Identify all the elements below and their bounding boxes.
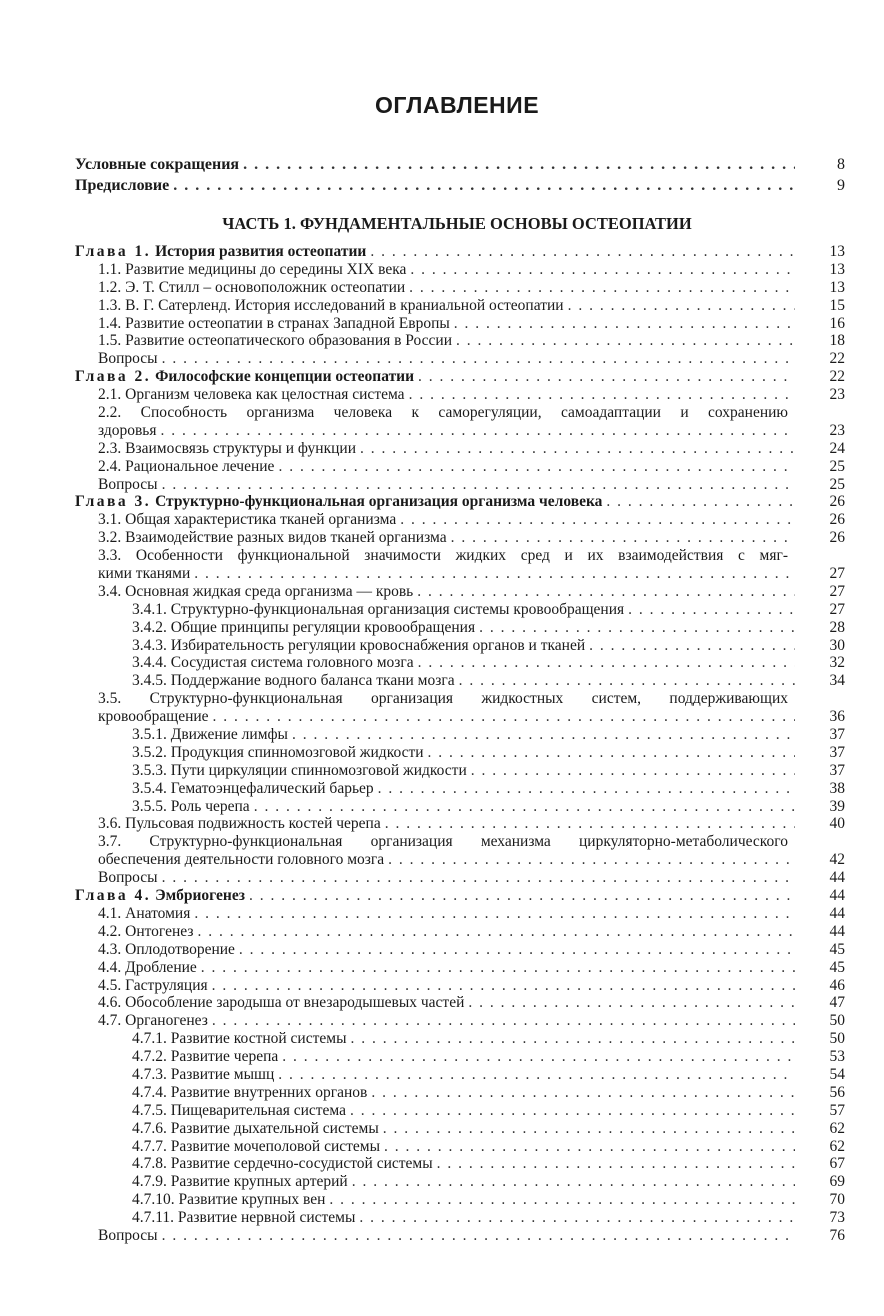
dot-leader bbox=[409, 279, 795, 297]
entry-label bbox=[98, 511, 396, 529]
page-number: 25 bbox=[829, 475, 845, 493]
page-number: 42 bbox=[829, 851, 845, 869]
entry-title: 3.4. Основная жидкая среда организма — кровь bbox=[98, 582, 414, 600]
entry-title: 3.5.2. Продукция спинномозговой жидкости bbox=[132, 743, 424, 761]
toc-entry[interactable] bbox=[75, 959, 845, 977]
page-number: 62 bbox=[829, 1137, 845, 1155]
toc-entry[interactable] bbox=[75, 1120, 845, 1138]
toc-entry[interactable] bbox=[75, 869, 845, 887]
entry-title: 3.5.1. Движение лимфы bbox=[132, 726, 288, 744]
entry-title: 4.2. Онтогенез bbox=[98, 922, 194, 940]
entry-label bbox=[132, 1191, 325, 1209]
page-number: 13 bbox=[829, 260, 845, 278]
toc-entry[interactable] bbox=[75, 1191, 845, 1209]
entry-label bbox=[98, 386, 405, 404]
dot-leader bbox=[437, 1155, 795, 1173]
dot-leader bbox=[471, 762, 795, 780]
entry-title: 3.4.4. Сосудистая система головного мозга bbox=[132, 654, 414, 672]
entry-label bbox=[132, 1138, 380, 1156]
dot-leader bbox=[243, 154, 795, 175]
entry-label bbox=[132, 726, 288, 744]
entry-title: кровообращение bbox=[98, 708, 209, 726]
dot-leader bbox=[173, 175, 795, 196]
toc-entry[interactable] bbox=[75, 458, 845, 476]
toc-entry[interactable] bbox=[75, 1012, 845, 1030]
entry-title: кими тканями bbox=[98, 565, 191, 583]
toc-entry[interactable] bbox=[75, 941, 845, 959]
page-number: 13 bbox=[829, 242, 845, 260]
dot-leader bbox=[418, 654, 795, 672]
page-number: 23 bbox=[829, 421, 845, 439]
toc-entry[interactable] bbox=[75, 780, 845, 798]
entry-label bbox=[98, 994, 464, 1012]
dot-leader bbox=[468, 994, 795, 1012]
entry-title: Структурно-функциональная организация организма человека bbox=[155, 493, 603, 511]
dot-leader bbox=[194, 905, 795, 923]
toc-entry[interactable] bbox=[75, 923, 845, 941]
entry-label: Предисловие bbox=[75, 177, 170, 194]
entry-title: 3.4.3. Избирательность регуляции кровоснабжения органов и тканей bbox=[132, 636, 586, 654]
toc-entry[interactable] bbox=[75, 1227, 845, 1245]
toc-entry[interactable] bbox=[75, 601, 845, 619]
entry-label bbox=[98, 941, 235, 959]
toc-entry[interactable] bbox=[75, 762, 845, 780]
chapter-number: Глава 3. bbox=[75, 493, 152, 511]
entry-label bbox=[98, 869, 158, 887]
page-number: 44 bbox=[829, 922, 845, 940]
entry-label bbox=[75, 887, 245, 905]
page-number: 27 bbox=[829, 582, 845, 600]
entry-label bbox=[98, 815, 381, 833]
entry-label bbox=[98, 851, 384, 869]
page-number: 46 bbox=[829, 976, 845, 994]
page-number: 25 bbox=[829, 457, 845, 475]
page-number: 13 bbox=[829, 278, 845, 296]
entry-title: 1.5. Развитие остеопатического образования в России bbox=[98, 332, 453, 350]
dot-leader bbox=[292, 726, 795, 744]
toc-entry[interactable] bbox=[75, 816, 845, 834]
entry-label bbox=[98, 279, 405, 297]
entry-title: 4.5. Гаструляция bbox=[98, 976, 208, 994]
toc-entry[interactable] bbox=[75, 1084, 845, 1102]
entry-title: 4.7.9. Развитие крупных артерий bbox=[132, 1173, 348, 1191]
toc-entry[interactable] bbox=[75, 476, 845, 494]
toc-entry[interactable] bbox=[75, 386, 845, 404]
entry-title: 4.7.3. Развитие мышц bbox=[132, 1065, 275, 1083]
entry-title: История развития остеопатии bbox=[155, 242, 367, 260]
chapter-number: Глава 2. bbox=[75, 368, 152, 386]
entry-label bbox=[132, 1173, 348, 1191]
toc-entry[interactable] bbox=[75, 422, 845, 440]
entry-label bbox=[98, 332, 452, 350]
toc-entry[interactable] bbox=[75, 744, 845, 762]
toc-entry[interactable] bbox=[75, 565, 845, 583]
entry-label bbox=[132, 780, 374, 798]
dot-leader bbox=[161, 422, 796, 440]
entry-title: здоровья bbox=[98, 421, 157, 439]
dot-leader bbox=[388, 851, 795, 869]
page-number: 45 bbox=[829, 958, 845, 976]
entry-title: 3.5.5. Роль черепа bbox=[132, 797, 250, 815]
entry-title: 3.4.2. Общие принципы регуляции кровообращения bbox=[132, 618, 476, 636]
chapter-number: Глава 1. bbox=[75, 242, 152, 260]
page-number: 30 bbox=[829, 636, 845, 654]
entry-label bbox=[132, 654, 414, 672]
toc-chapter[interactable] bbox=[75, 493, 845, 511]
entry-title: 4.7.2. Развитие черепа bbox=[132, 1048, 279, 1066]
toc-entry[interactable] bbox=[75, 672, 845, 690]
toc-entry[interactable] bbox=[75, 1138, 845, 1156]
chapter-number: Глава 4. bbox=[75, 887, 152, 905]
toc-entry[interactable] bbox=[75, 583, 845, 601]
dot-leader bbox=[400, 511, 795, 529]
toc-chapter[interactable] bbox=[75, 887, 845, 905]
page-number: 57 bbox=[829, 1101, 845, 1119]
entry-label bbox=[98, 476, 158, 494]
entry-title: 4.7.10. Развитие крупных вен bbox=[132, 1191, 326, 1209]
page-number: 27 bbox=[829, 600, 845, 618]
part-heading: ЧАСТЬ 1. ФУНДАМЕНТАЛЬНЫЕ ОСНОВЫ ОСТЕОПАТИИ bbox=[222, 214, 692, 233]
entry-title: 4.7.5. Пищеварительная система bbox=[132, 1101, 347, 1119]
entry-title: Вопросы bbox=[98, 475, 158, 493]
page-number: 37 bbox=[829, 761, 845, 779]
toc-entry[interactable] bbox=[75, 1030, 845, 1048]
dot-leader bbox=[456, 332, 795, 350]
page-number: 32 bbox=[829, 654, 845, 672]
dot-leader bbox=[454, 315, 795, 333]
toc-entry[interactable] bbox=[75, 977, 845, 995]
toc-entry-first-line: 2.2. Способность организма человека к саморегуляции, самоадаптации и сохранению bbox=[98, 404, 788, 422]
dot-leader bbox=[162, 350, 795, 368]
entry-title: 3.2. Взаимодействие разных видов тканей организма bbox=[98, 529, 447, 547]
entry-label bbox=[98, 583, 413, 601]
page-number: 8 bbox=[837, 156, 845, 173]
toc-entry[interactable] bbox=[75, 350, 845, 368]
entry-label bbox=[98, 529, 447, 547]
page-number: 53 bbox=[829, 1048, 845, 1066]
entry-title: Вопросы bbox=[98, 350, 158, 368]
dot-leader bbox=[239, 941, 795, 959]
page-number: 67 bbox=[829, 1155, 845, 1173]
dot-leader bbox=[417, 583, 795, 601]
entry-label bbox=[132, 1120, 379, 1138]
entry-title: 4.4. Дробление bbox=[98, 958, 197, 976]
dot-leader bbox=[589, 637, 795, 655]
dot-leader bbox=[410, 261, 795, 279]
entry-label bbox=[132, 1155, 433, 1173]
toc-chapter[interactable] bbox=[75, 368, 845, 386]
entry-label bbox=[98, 422, 157, 440]
dot-leader bbox=[194, 565, 795, 583]
page-number: 39 bbox=[829, 797, 845, 815]
page-number: 26 bbox=[829, 511, 845, 529]
page-number: 9 bbox=[837, 177, 845, 194]
toc-chapter[interactable] bbox=[75, 243, 845, 261]
page-number: 22 bbox=[829, 350, 845, 368]
toc-entry[interactable] bbox=[75, 529, 845, 547]
page-number: 28 bbox=[829, 618, 845, 636]
entry-title: 3.5.4. Гематоэнцефалический барьер bbox=[132, 779, 374, 797]
front-matter bbox=[75, 154, 845, 196]
entry-title: 4.7.1. Развитие костной системы bbox=[132, 1030, 347, 1048]
entry-title: 4.7.7. Развитие мочеполовой системы bbox=[132, 1137, 381, 1155]
dot-leader bbox=[162, 1227, 795, 1245]
entry-title: 2.1. Организм человека как целостная система bbox=[98, 386, 405, 404]
entry-label bbox=[98, 315, 450, 333]
page-number: 38 bbox=[829, 779, 845, 797]
page-number: 37 bbox=[829, 726, 845, 744]
entry-label bbox=[98, 297, 564, 315]
toc-entry[interactable] bbox=[75, 1155, 845, 1173]
toc-entry[interactable] bbox=[75, 1066, 845, 1084]
page-number: 44 bbox=[829, 887, 845, 905]
toc-entry[interactable] bbox=[75, 1102, 845, 1120]
page-number: 26 bbox=[829, 529, 845, 547]
entry-label bbox=[98, 977, 208, 995]
dot-leader bbox=[162, 476, 795, 494]
entry-title: 1.3. В. Г. Сатерленд. История исследований в краниальной остеопатии bbox=[98, 296, 564, 314]
entry-label bbox=[75, 493, 602, 511]
dot-leader bbox=[350, 1102, 795, 1120]
dot-leader bbox=[351, 1030, 796, 1048]
dot-leader bbox=[409, 386, 795, 404]
dot-leader bbox=[212, 1012, 795, 1030]
entry-label bbox=[98, 1227, 158, 1245]
toc-entry-first-line: 3.3. Особенности функциональной значимости жидких сред и их взаимодействия с мяг- bbox=[98, 547, 788, 565]
dot-leader bbox=[162, 869, 795, 887]
dot-leader bbox=[197, 923, 795, 941]
entry-label: Условные сокращения bbox=[75, 156, 240, 173]
toc-entry[interactable] bbox=[75, 279, 845, 297]
entry-title: Философские концепции остеопатии bbox=[155, 368, 415, 386]
toc-entry[interactable] bbox=[75, 994, 845, 1012]
toc-entry[interactable] bbox=[75, 1048, 845, 1066]
page-number: 54 bbox=[829, 1065, 845, 1083]
page-number: 34 bbox=[829, 672, 845, 690]
entry-title: 3.4.1. Структурно-функциональная организация системы кровообращения bbox=[132, 600, 625, 618]
entry-label bbox=[132, 1102, 346, 1120]
dot-leader bbox=[329, 1191, 795, 1209]
entry-title: 4.1. Анатомия bbox=[98, 904, 191, 922]
dot-leader bbox=[418, 368, 795, 386]
dot-leader bbox=[451, 529, 795, 547]
toc-entry[interactable] bbox=[75, 297, 845, 315]
page-number: 24 bbox=[829, 439, 845, 457]
dot-leader bbox=[360, 440, 795, 458]
dot-leader bbox=[201, 959, 795, 977]
entry-title: 2.3. Взаимосвязь структуры и функции bbox=[98, 439, 357, 457]
entry-title: Вопросы bbox=[98, 869, 158, 887]
entry-title: 4.7. Органогенез bbox=[98, 1012, 208, 1030]
dot-leader bbox=[352, 1173, 795, 1191]
toc-entry-first-line: 3.7. Структурно-функциональная организация механизма циркуляторно-метаболического bbox=[98, 833, 788, 851]
toc-entry[interactable] bbox=[75, 315, 845, 333]
dot-leader bbox=[212, 977, 795, 995]
entry-title: 3.5.3. Пути циркуляции спинномозговой жидкости bbox=[132, 761, 467, 779]
toc-entry[interactable] bbox=[75, 1173, 845, 1191]
toc-entry[interactable] bbox=[75, 708, 845, 726]
dot-leader bbox=[479, 619, 795, 637]
page-number: 50 bbox=[829, 1012, 845, 1030]
page-number: 15 bbox=[829, 296, 845, 314]
entry-label bbox=[132, 619, 475, 637]
entry-label bbox=[98, 458, 274, 476]
page-number: 27 bbox=[829, 565, 845, 583]
dot-leader bbox=[249, 887, 795, 905]
entry-title: 4.7.11. Развитие нервной системы bbox=[132, 1209, 356, 1227]
dot-leader bbox=[383, 1120, 795, 1138]
dot-leader bbox=[278, 1066, 795, 1084]
entry-label bbox=[132, 1209, 355, 1227]
toc-entry[interactable] bbox=[75, 798, 845, 816]
entry-label bbox=[98, 1012, 208, 1030]
entry-title: 4.7.6. Развитие дыхательной системы bbox=[132, 1119, 379, 1137]
entry-title: 4.7.4. Развитие внутренних органов bbox=[132, 1083, 368, 1101]
entry-label bbox=[132, 1030, 347, 1048]
entry-title: 3.1. Общая характеристика тканей организма bbox=[98, 511, 397, 529]
page-number: 23 bbox=[829, 386, 845, 404]
toc-entry[interactable] bbox=[75, 1209, 845, 1227]
dot-leader bbox=[213, 708, 795, 726]
dot-leader bbox=[459, 672, 795, 690]
entry-title: 3.4.5. Поддержание водного баланса ткани мозга bbox=[132, 672, 455, 690]
dot-leader bbox=[628, 601, 795, 619]
dot-leader bbox=[385, 815, 795, 833]
entry-label bbox=[98, 959, 197, 977]
entry-title: 4.6. Обособление зародыша от внезародышевых частей bbox=[98, 994, 465, 1012]
page-number: 62 bbox=[829, 1119, 845, 1137]
dot-leader bbox=[428, 744, 795, 762]
toc-entry[interactable] bbox=[75, 261, 845, 279]
entry-label bbox=[75, 243, 366, 261]
entry-title: 1.2. Э. Т. Стилл – основоположник остеопатии bbox=[98, 278, 406, 296]
page-number: 76 bbox=[829, 1226, 845, 1244]
entry-label bbox=[132, 762, 467, 780]
page-number: 69 bbox=[829, 1173, 845, 1191]
entry-label bbox=[98, 565, 190, 583]
toc-entry[interactable] bbox=[75, 511, 845, 529]
page-number: 56 bbox=[829, 1083, 845, 1101]
entry-label bbox=[98, 905, 190, 923]
page-number: 26 bbox=[829, 493, 845, 511]
entry-label bbox=[98, 350, 158, 368]
entry-label bbox=[98, 708, 209, 726]
toc-entry-preface[interactable] bbox=[75, 175, 845, 196]
page-number: 18 bbox=[829, 332, 845, 350]
page-number: 44 bbox=[829, 904, 845, 922]
entry-label bbox=[98, 923, 193, 941]
toc-entry[interactable] bbox=[75, 905, 845, 923]
entry-label bbox=[75, 368, 414, 386]
toc-entry[interactable] bbox=[75, 726, 845, 744]
toc-entry[interactable] bbox=[75, 332, 845, 350]
entry-title: Эмбриогенез bbox=[155, 887, 245, 905]
toc-entry[interactable] bbox=[75, 654, 845, 672]
table-of-contents bbox=[75, 243, 845, 1245]
page-number: 36 bbox=[829, 708, 845, 726]
page-number: 22 bbox=[829, 368, 845, 386]
page-number: 44 bbox=[829, 869, 845, 887]
page-number: 16 bbox=[829, 314, 845, 332]
entry-label bbox=[132, 1066, 274, 1084]
dot-leader bbox=[568, 297, 795, 315]
dot-leader bbox=[370, 243, 795, 261]
dot-leader bbox=[359, 1209, 795, 1227]
entry-label bbox=[98, 261, 406, 279]
toc-entry-first-line: 3.5. Структурно-функциональная организация жидкостных систем, поддерживающих bbox=[98, 690, 788, 708]
page-number: 47 bbox=[829, 994, 845, 1012]
page-number: 70 bbox=[829, 1191, 845, 1209]
dot-leader bbox=[378, 780, 795, 798]
entry-label bbox=[132, 798, 250, 816]
toc-entry[interactable] bbox=[75, 637, 845, 655]
entry-title: обеспечения деятельности головного мозга bbox=[98, 851, 385, 869]
entry-title: 1.1. Развитие медицины до середины XIX века bbox=[98, 260, 407, 278]
entry-title: 2.4. Рациональное лечение bbox=[98, 457, 275, 475]
dot-leader bbox=[278, 458, 795, 476]
entry-title: 4.7.8. Развитие сердечно-сосудистой системы bbox=[132, 1155, 433, 1173]
entry-label bbox=[132, 744, 424, 762]
toc-entry[interactable] bbox=[75, 619, 845, 637]
dot-leader bbox=[371, 1084, 795, 1102]
page-number: 37 bbox=[829, 743, 845, 761]
entry-label bbox=[132, 601, 624, 619]
entry-title: 1.4. Развитие остеопатии в странах Западной Европы bbox=[98, 314, 450, 332]
page-number: 73 bbox=[829, 1209, 845, 1227]
page-number: 45 bbox=[829, 940, 845, 958]
page-number: 50 bbox=[829, 1030, 845, 1048]
toc-entry[interactable] bbox=[75, 851, 845, 869]
dot-leader bbox=[384, 1138, 795, 1156]
dot-leader bbox=[606, 493, 795, 511]
toc-entry[interactable] bbox=[75, 440, 845, 458]
entry-label bbox=[132, 637, 585, 655]
entry-title: 3.6. Пульсовая подвижность костей черепа bbox=[98, 815, 381, 833]
entry-label bbox=[132, 672, 455, 690]
entry-label bbox=[98, 440, 356, 458]
dot-leader bbox=[254, 798, 795, 816]
dot-leader bbox=[282, 1048, 795, 1066]
entry-label bbox=[132, 1084, 367, 1102]
page-number: 40 bbox=[829, 815, 845, 833]
page-title: ОГЛАВЛЕНИЕ bbox=[374, 92, 540, 118]
entry-title: Вопросы bbox=[98, 1226, 158, 1244]
entry-label bbox=[132, 1048, 278, 1066]
toc-entry-abbreviations[interactable] bbox=[75, 154, 845, 175]
entry-title: 4.3. Оплодотворение bbox=[98, 940, 235, 958]
